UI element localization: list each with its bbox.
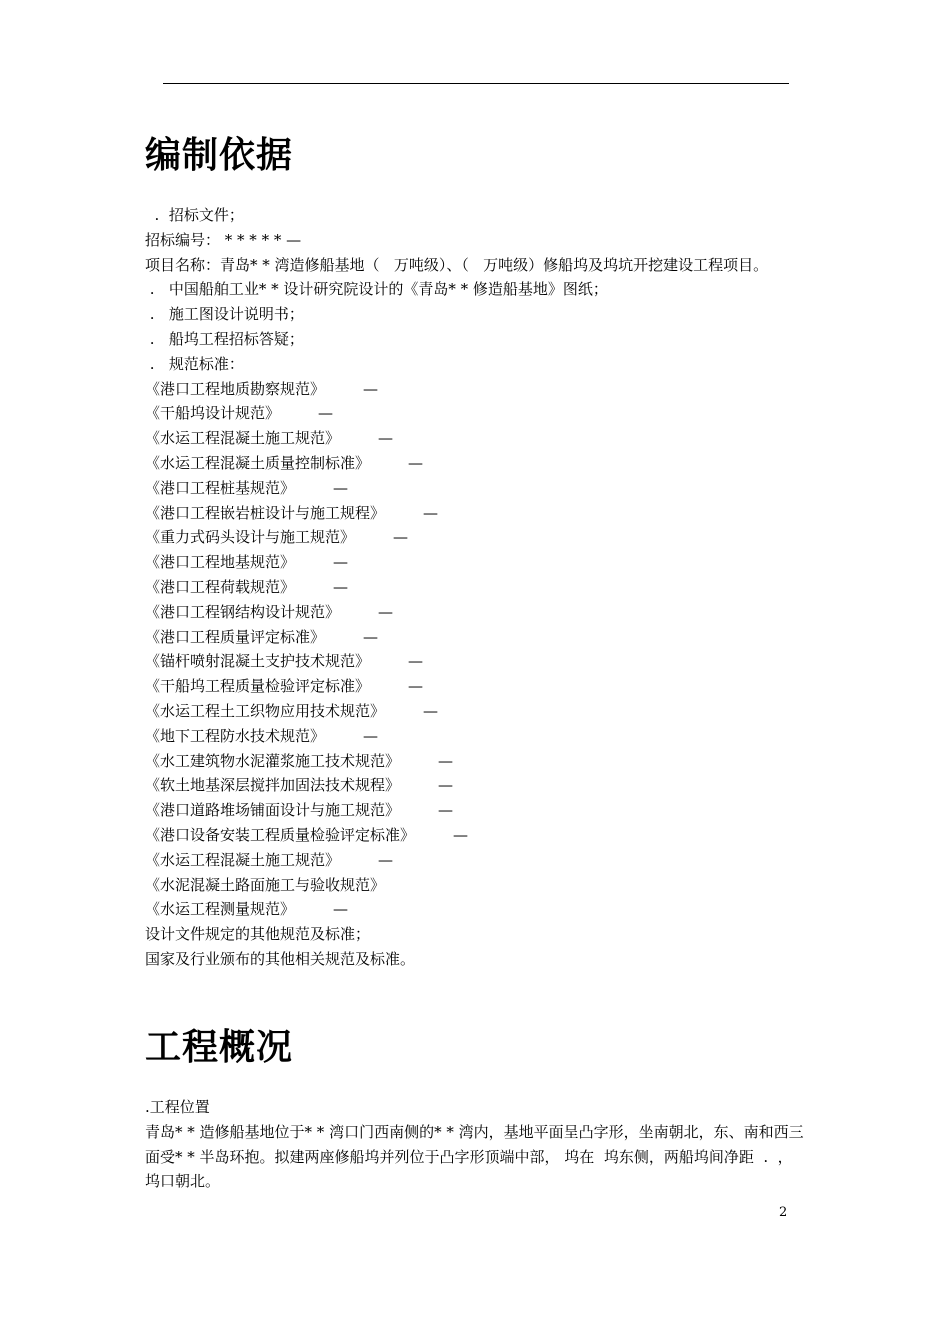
standard-name: 《水运工程混凝土施工规范》 xyxy=(145,429,341,448)
basis-list xyxy=(145,203,825,972)
standard-item xyxy=(145,401,825,426)
standard-name: 《干船坞设计规范》 xyxy=(145,404,281,423)
standard-item xyxy=(145,674,825,699)
standard-item xyxy=(145,625,825,650)
standard-code: — xyxy=(333,577,349,596)
standard-code: — xyxy=(423,503,439,522)
basis-line: 项目名称：青岛* * 湾造修船基地（ 万吨级）、（ 万吨级）修船坞及坞坑开挖建设工程项目。 xyxy=(145,255,769,274)
closing-line: 设计文件规定的其他规范及标准； xyxy=(145,925,371,944)
standard-name: 《港口工程地质勘察规范》 xyxy=(145,379,326,398)
standard-code: — xyxy=(378,850,394,869)
standard-name: 《水运工程混凝土施工规范》 xyxy=(145,850,341,869)
standard-code: — xyxy=(333,900,349,919)
standard-item xyxy=(145,600,825,625)
standard-name: 《港口工程嵌岩桩设计与施工规程》 xyxy=(145,503,386,522)
standard-code: — xyxy=(363,726,379,745)
standard-code: — xyxy=(438,801,454,820)
standard-code: — xyxy=(333,553,349,572)
standard-name: 《地下工程防水技术规范》 xyxy=(145,726,326,745)
standard-item xyxy=(145,724,825,749)
standard-name: 《干船坞工程质量检验评定标准》 xyxy=(145,677,371,696)
standard-code: — xyxy=(378,602,394,621)
closing-line: 国家及行业颁布的其他相关规范及标准。 xyxy=(145,949,416,968)
standard-item xyxy=(145,699,825,724)
basis-line: 招标编号： * * * * * — xyxy=(145,230,302,249)
standard-code: — xyxy=(378,429,394,448)
overview-paragraph: 青岛* * 造修船基地位于* * 湾口门西南侧的* * 湾内，基地平面呈凸字形，坐南朝北，东、南和西三面受* * 半岛环抱。拟建两座修船坞并列位于凸字形顶端中部， 坞在 坞东侧，两船坞间净距 . ， 坞口朝北。 xyxy=(145,1122,807,1191)
standard-code: — xyxy=(363,627,379,646)
standard-name: 《软土地基深层搅拌加固法技术规程》 xyxy=(145,776,401,795)
basis-line: . 招标文件； xyxy=(145,206,244,224)
standard-name: 《港口设备安装工程质量检验评定标准》 xyxy=(145,825,416,844)
standard-item xyxy=(145,451,825,476)
standard-item xyxy=(145,848,825,873)
header-rule xyxy=(163,83,789,84)
standard-code: — xyxy=(408,453,424,472)
standard-code: — xyxy=(453,825,469,844)
standard-code: — xyxy=(438,751,454,770)
standard-item xyxy=(145,649,825,674)
standard-item xyxy=(145,798,825,823)
standard-code: — xyxy=(408,652,424,671)
standard-item xyxy=(145,476,825,501)
standard-name: 《锚杆喷射混凝土支护技术规范》 xyxy=(145,652,371,671)
standard-name: 《港口道路堆场铺面设计与施工规范》 xyxy=(145,801,401,820)
standard-item xyxy=(145,897,825,922)
standard-item xyxy=(145,426,825,451)
basis-line: . 船坞工程招标答疑； xyxy=(145,329,304,348)
standard-code: — xyxy=(423,701,439,720)
standard-item xyxy=(145,525,825,550)
standard-item xyxy=(145,377,825,402)
standard-code: — xyxy=(318,404,334,423)
standard-name: 《港口工程钢结构设计规范》 xyxy=(145,602,341,621)
standard-item xyxy=(145,575,825,600)
standard-name: 《水工建筑物水泥灌浆施工技术规范》 xyxy=(145,751,401,770)
standard-name: 《水泥混凝土路面施工与验收规范》 xyxy=(145,875,386,894)
standard-name: 《港口工程地基规范》 xyxy=(145,553,296,572)
overview-block xyxy=(145,1095,825,1194)
standard-item xyxy=(145,501,825,526)
standard-code: — xyxy=(393,528,409,547)
basis-line: . 施工图设计说明书； xyxy=(145,305,304,324)
page-number: 2 xyxy=(779,1205,788,1220)
standard-name: 《水运工程混凝土质量控制标准》 xyxy=(145,453,371,472)
standard-item xyxy=(145,550,825,575)
standard-item xyxy=(145,749,825,774)
basis-line: . 规范标准： xyxy=(145,354,244,373)
standard-name: 《重力式码头设计与施工规范》 xyxy=(145,528,356,547)
basis-line: . 中国船舶工业* * 设计研究院设计的《青岛* * 修造船基地》图纸； xyxy=(145,280,608,299)
standard-code: — xyxy=(333,478,349,497)
standard-item xyxy=(145,773,825,798)
standard-name: 《港口工程质量评定标准》 xyxy=(145,627,326,646)
standard-name: 《港口工程荷载规范》 xyxy=(145,577,296,596)
section-title-basis: 编制依据 xyxy=(145,135,294,176)
standard-item xyxy=(145,823,825,848)
standard-name: 《港口工程桩基规范》 xyxy=(145,478,296,497)
standard-code: — xyxy=(408,677,424,696)
subheading-location: .工程位置 xyxy=(145,1098,210,1116)
standard-name: 《水运工程测量规范》 xyxy=(145,900,296,919)
standard-code: — xyxy=(363,379,379,398)
standard-name: 《水运工程土工织物应用技术规范》 xyxy=(145,701,386,720)
standard-code: — xyxy=(438,776,454,795)
standard-item xyxy=(145,873,825,898)
section-title-overview: 工程概况 xyxy=(145,1027,294,1068)
